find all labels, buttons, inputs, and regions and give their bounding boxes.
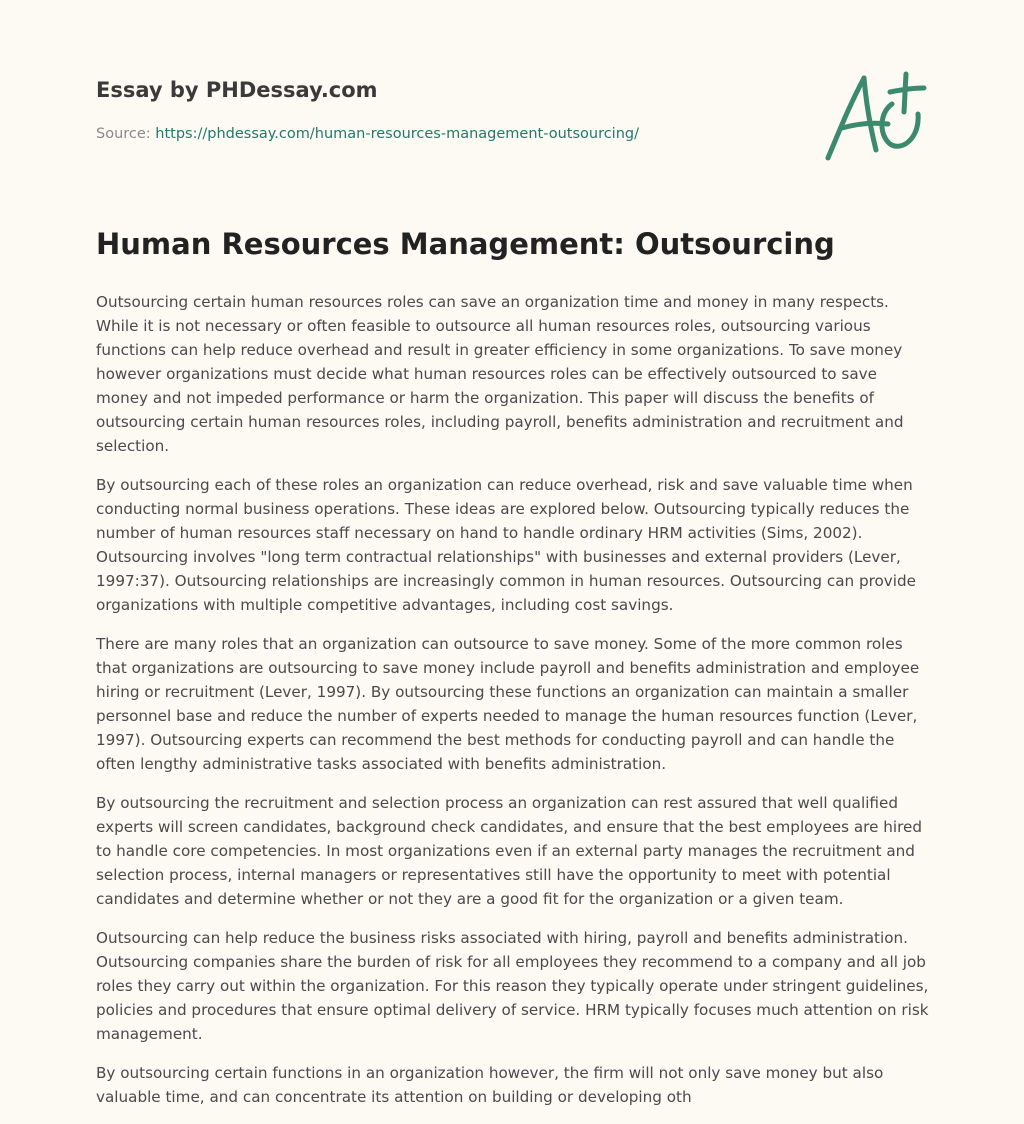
source-line	[96, 124, 796, 144]
essay-paragraph: By outsourcing each of these roles an organization can reduce overhead, risk and save valuable time when conducting normal business operations. These ideas are explored below. Outsourcing typically reduces the number of human resources staff necessary on hand to handle ordinary HRM activities (Sims, 2002). Outsourcing involves "long term contractual relationships" with businesses and external providers (Lever, 1997:37). Outsourcing relationships are increasingly common in human resources. Outsourcing can provide organizations with multiple competitive advantages, including cost savings.	[96, 476, 916, 614]
essay-header	[96, 76, 796, 144]
source-label: Source:	[96, 126, 151, 142]
a-plus-logo-icon	[820, 64, 930, 168]
essay-body	[96, 222, 930, 1124]
essay-paragraph: Outsourcing can help reduce the business risks associated with hiring, payroll and benefits administration. Outsourcing companies share the burden of risk for all employees they recommend to a company and all job roles they carry out within the organization. For this reason they typically operate under stringent guidelines, policies and procedures that ensure optimal delivery of service. HRM typically focuses much attention on risk management.	[96, 929, 929, 1043]
source-link[interactable]: https://phdessay.com/human-resources-management-outsourcing/	[155, 126, 639, 142]
site-brand: Essay by PHDessay.com	[96, 78, 378, 102]
essay-paragraph: By outsourcing certain functions in an organization however, the firm will not only save money but also valuable time, and can concentrate its attention on building or developing oth	[96, 1064, 884, 1106]
essay-title: Human Resources Management: Outsourcing	[96, 227, 835, 261]
essay-paragraph: There are many roles that an organization can outsource to save money. Some of the more common roles that organizations are outsourcing to save money include payroll and benefits administration and employee hiring or recruitment (Lever, 1997). By outsourcing these functions an organization can maintain a smaller personnel base and reduce the number of experts needed to manage the human resources function (Lever, 1997). Outsourcing experts can recommend the best methods for conducting payroll and can handle the often lengthy administrative tasks associated with benefits administration.	[96, 635, 920, 773]
essay-paragraph: Outsourcing certain human resources roles can save an organization time and money in many respects. While it is not necessary or often feasible to outsource all human resources roles, outsourcing various functions can help reduce overhead and result in greater efficiency in some organizations. To save money however organizations must decide what human resources roles can be effectively outsourced to save money and not impeded performance or harm the organization. This paper will discuss the benefits of outsourcing certain human resources roles, including payroll, benefits administration and recruitment and selection.	[96, 293, 904, 455]
essay-paragraph: By outsourcing the recruitment and selection process an organization can rest assured that well qualified experts will screen candidates, background check candidates, and ensure that the best employees are hired to handle core competencies. In most organizations even if an external party manages the recruitment and selection process, internal managers or representatives still have the opportunity to meet with potential candidates and determine whether or not they are a good fit for the organization or a given team.	[96, 794, 922, 908]
a-plus-logo-graphic	[820, 64, 930, 168]
